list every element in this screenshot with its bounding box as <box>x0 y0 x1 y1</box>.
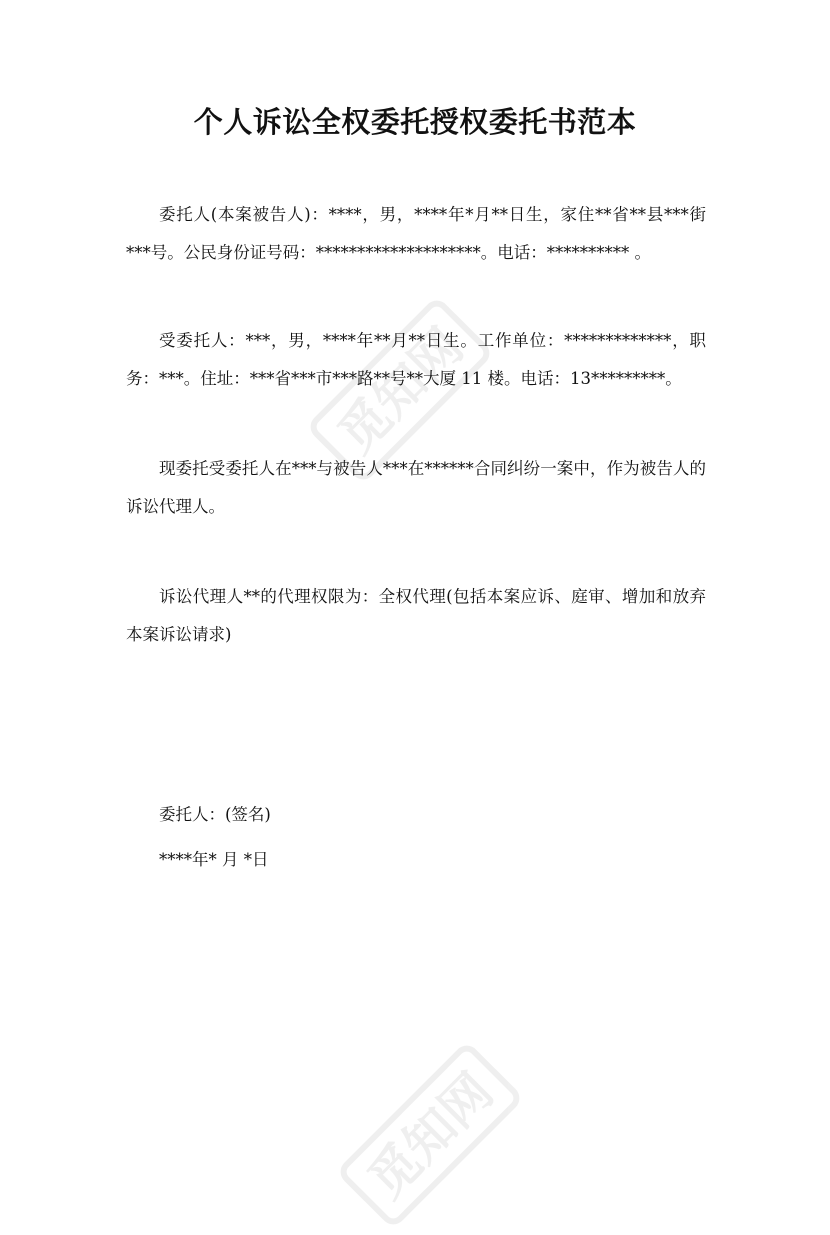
signature-date: ****年* 月 *日 <box>159 850 269 869</box>
document-title: 个人诉讼全权委托授权委托书范本 <box>193 105 637 139</box>
paragraph-agent: 受委托人：***，男，****年**月**日生。工作单位：*************，职务：***。住址：***省***市***路**号**大厦 11 楼。电话：13*********。 <box>126 331 706 388</box>
watermark-text: 觅知网 <box>357 1062 505 1210</box>
watermark-stamp <box>330 1035 530 1235</box>
paragraph-principal: 委托人(本案被告人)：****，男，****年*月**日生，家住**省**县***街***号。公民身份证号码：********************。电话：********** 。 <box>126 205 706 262</box>
paragraph-authority: 诉讼代理人**的代理权限为：全权代理(包括本案应诉、庭审、增加和放弃本案诉讼请求) <box>126 587 706 644</box>
watermark-text: 觅知网 <box>327 317 475 465</box>
paragraph-entrustment: 现委托受委托人在***与被告人***在******合同纠纷一案中，作为被告人的诉讼代理人。 <box>126 459 706 516</box>
signature-label: 委托人：(签名) <box>159 805 271 824</box>
